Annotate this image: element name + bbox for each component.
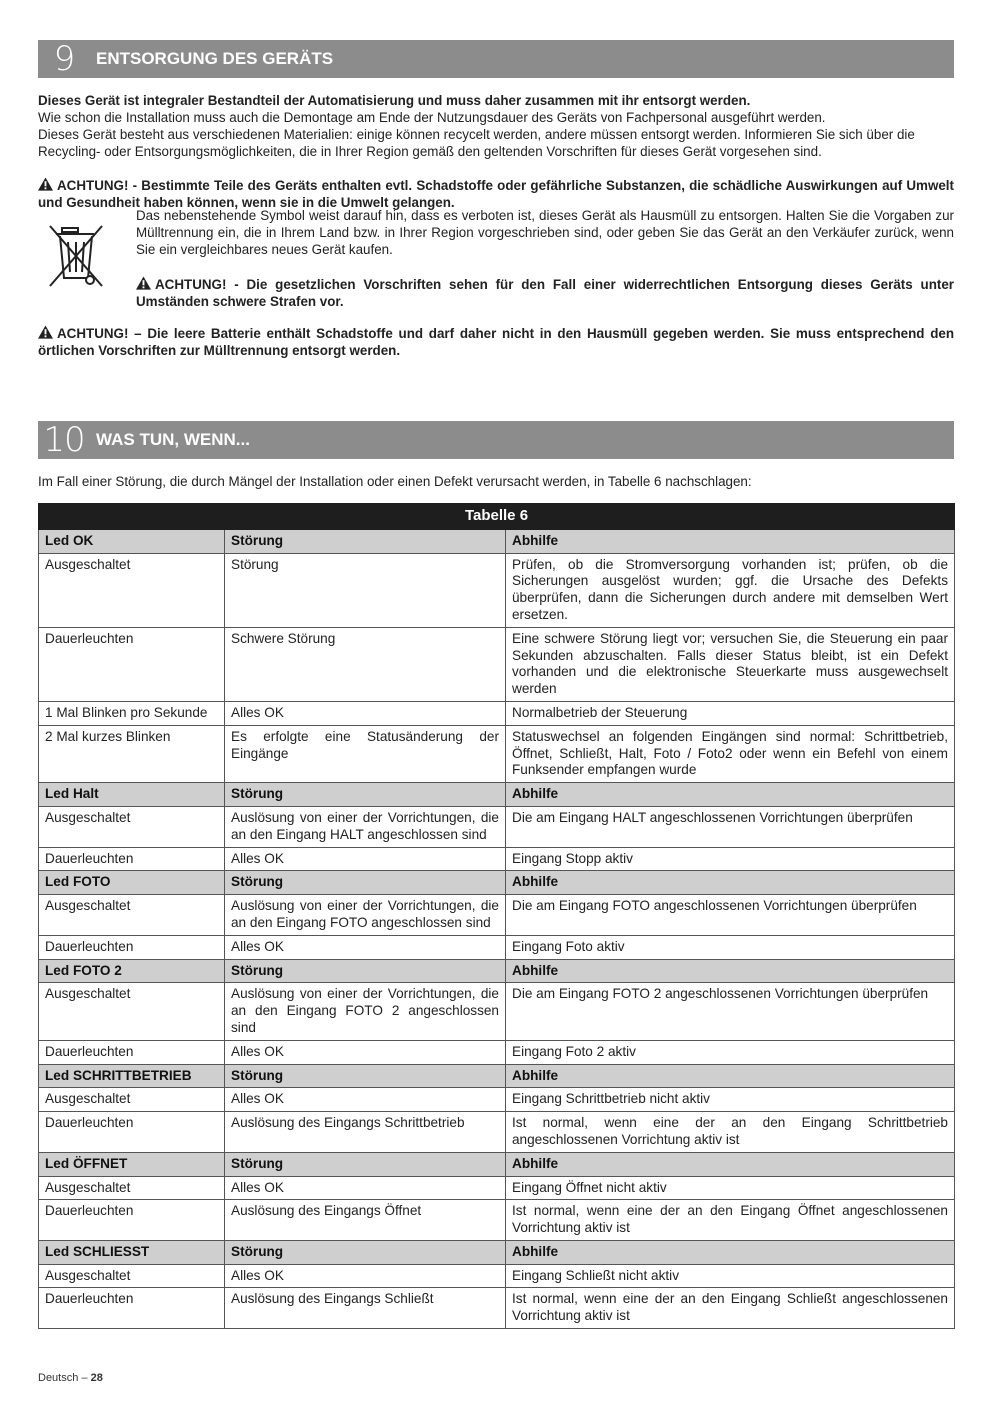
table-cell: Eingang Stopp aktiv: [506, 847, 955, 871]
table-cell: Die am Eingang HALT angeschlossenen Vorrichtungen überprüfen: [506, 806, 955, 847]
table-row: [39, 1264, 955, 1288]
table-group-header-row: [39, 529, 955, 553]
table-header-cell: Abhilfe: [506, 529, 955, 553]
table-cell: Statuswechsel an folgenden Eingängen sind normal: Schrittbetrieb, Öffnet, Schließt, Halt, Foto / Foto2 oder wenn ein Befehl von einem Funksender empfangen wurde: [506, 725, 955, 782]
table-cell: Störung: [225, 553, 506, 627]
disposal-intro-p2: Dieses Gerät besteht aus verschiedenen Materialien: einige können recycelt werden, andere müssen entsorgt werden. Informieren Sie sich über die Recycling- oder Entsorgungsmöglichkeiten, die in Ihrer Region gemäß den geltenden Vorschriften für dieses Gerät vorgesehen sind.: [38, 127, 915, 159]
table-row: [39, 1040, 955, 1064]
table-group-header-row: [39, 1240, 955, 1264]
table-cell: Ist normal, wenn eine der an den Eingang Öffnet angeschlossenen Vorrichtung aktiv ist: [506, 1200, 955, 1241]
table-cell: Die am Eingang FOTO angeschlossenen Vorrichtungen überprüfen: [506, 895, 955, 936]
table-cell: Alles OK: [225, 701, 506, 725]
table-row: [39, 1088, 955, 1112]
table-cell: Schwere Störung: [225, 627, 506, 701]
table-header-cell: Abhilfe: [506, 1064, 955, 1088]
table-row: [39, 1288, 955, 1329]
table-group-header-row: [39, 783, 955, 807]
table-group-header-row: [39, 959, 955, 983]
table-row: [39, 983, 955, 1040]
table-cell: Auslösung von einer der Vorrichtungen, die an den Eingang FOTO angeschlossen sind: [225, 895, 506, 936]
table-cell: Normalbetrieb der Steuerung: [506, 701, 955, 725]
table-cell: Dauerleuchten: [39, 1040, 225, 1064]
table-cell: Eine schwere Störung liegt vor; versuchen Sie, die Steuerung ein paar Sekunden abzuschalten. Falls dieser Status bleibt, ist ein Defekt vorhanden und die elektronische Steuerkarte muss ausgewechselt werden: [506, 627, 955, 701]
page-footer: [38, 1372, 103, 1384]
warning-triangle-icon: [38, 325, 53, 339]
troubleshooting-intro: Im Fall einer Störung, die durch Mängel der Installation oder einen Defekt verursacht werden, in Tabelle 6 nachschlagen:: [38, 474, 752, 489]
table-cell: Alles OK: [225, 1264, 506, 1288]
bin-symbol-explanation: Das nebenstehende Symbol weist darauf hin, dass es verboten ist, dieses Gerät als Hausmüll zu entsorgen. Halten Sie die Vorgaben zur Mülltrennung ein, die in Ihrem Land bzw. in Ihrer Region vorgeschrieben sind, oder geben Sie das Gerät an den Verkäufer zurück, wenn Sie ein vergleichbares neues Gerät kaufen.: [136, 208, 954, 257]
table-caption-row: [39, 504, 955, 530]
table-cell: 1 Mal Blinken pro Sekunde: [39, 701, 225, 725]
warning-triangle-icon: [38, 177, 53, 191]
table-cell: Alles OK: [225, 1176, 506, 1200]
table-row: [39, 1200, 955, 1241]
table-header-cell: Led OK: [39, 529, 225, 553]
table-cell: Alles OK: [225, 1040, 506, 1064]
table-cell: Dauerleuchten: [39, 847, 225, 871]
section-number: 9: [53, 39, 75, 79]
table-row: [39, 895, 955, 936]
disposal-intro-bold: Dieses Gerät ist integraler Bestandteil der Automatisierung und muss daher zusammen mit ihr entsorgt werden.: [38, 93, 751, 108]
table-row: [39, 806, 955, 847]
table-header-cell: Abhilfe: [506, 871, 955, 895]
table-cell: Dauerleuchten: [39, 1288, 225, 1329]
crossed-out-wheelie-bin-icon: [48, 222, 104, 290]
table-header-cell: Störung: [225, 783, 506, 807]
section-10-header: [38, 421, 954, 459]
table-header-cell: Led SCHLIESST: [39, 1240, 225, 1264]
table-cell: Die am Eingang FOTO 2 angeschlossenen Vorrichtungen überprüfen: [506, 983, 955, 1040]
table-cell: Ausgeschaltet: [39, 1264, 225, 1288]
table-cell: Auslösung des Eingangs Öffnet: [225, 1200, 506, 1241]
table-group-header-row: [39, 1152, 955, 1176]
table-cell: Prüfen, ob die Stromversorgung vorhanden ist; prüfen, ob die Sicherungen ausgelöst wurden; ggf. die Ursache des Defekts überprüfen, dann die Sicherungen durch andere mit demselben Wert ersetzen.: [506, 553, 955, 627]
disposal-intro-p1: Wie schon die Installation muss auch die Demontage am Ende der Nutzungsdauer des Geräts von Fachpersonal ausgeführt werden.: [38, 110, 826, 125]
table-cell: Dauerleuchten: [39, 1112, 225, 1153]
table-header-cell: Led Halt: [39, 783, 225, 807]
table-cell: Ausgeschaltet: [39, 895, 225, 936]
footer-language: Deutsch –: [38, 1372, 88, 1384]
table-row: [39, 553, 955, 627]
table-cell: Ausgeschaltet: [39, 983, 225, 1040]
table-header-cell: Störung: [225, 959, 506, 983]
table-cell: Auslösung des Eingangs Schrittbetrieb: [225, 1112, 506, 1153]
table-cell: Ist normal, wenn eine der an den Eingang Schrittbetrieb angeschlossenen Vorrichtung aktiv ist: [506, 1112, 955, 1153]
warning-penalties: [136, 276, 954, 311]
table-row: [39, 627, 955, 701]
warning-text: ACHTUNG! - Bestimmte Teile des Geräts enthalten evtl. Schadstoffe oder gefährliche Substanzen, die schädliche Auswirkungen auf Umwelt und Gesundheit haben können, wenn sie in die Umwelt gelangen.: [38, 178, 954, 210]
table-header-cell: Led FOTO 2: [39, 959, 225, 983]
table-cell: Dauerleuchten: [39, 1200, 225, 1241]
table-cell: Dauerleuchten: [39, 627, 225, 701]
table-header-cell: Abhilfe: [506, 783, 955, 807]
table-cell: Ausgeschaltet: [39, 806, 225, 847]
table-header-cell: Störung: [225, 1152, 506, 1176]
table-cell: Auslösung von einer der Vorrichtungen, die an den Eingang HALT angeschlossen sind: [225, 806, 506, 847]
table-header-cell: Störung: [225, 1064, 506, 1088]
page-number: 28: [90, 1372, 103, 1384]
table-group-header-row: [39, 871, 955, 895]
table-row: [39, 725, 955, 782]
table-cell: Es erfolgte eine Statusänderung der Eingänge: [225, 725, 506, 782]
table-cell: Eingang Foto 2 aktiv: [506, 1040, 955, 1064]
table-row: [39, 847, 955, 871]
table-row: [39, 1112, 955, 1153]
table-header-cell: Störung: [225, 1240, 506, 1264]
section-number: 10: [43, 420, 85, 460]
warning-hazardous-substances: [38, 177, 954, 212]
table-cell: Ausgeschaltet: [39, 1176, 225, 1200]
section-9-header: [38, 40, 954, 78]
table-header-cell: Abhilfe: [506, 1152, 955, 1176]
table-cell: Dauerleuchten: [39, 935, 225, 959]
troubleshooting-table: [38, 503, 955, 1329]
table-group-header-row: [39, 1064, 955, 1088]
table-cell: 2 Mal kurzes Blinken: [39, 725, 225, 782]
table-cell: Ausgeschaltet: [39, 1088, 225, 1112]
table-cell: Alles OK: [225, 935, 506, 959]
warning-text: ACHTUNG! - Die gesetzlichen Vorschriften sehen für den Fall einer widerrechtlichen Entsorgung dieses Geräts unter Umständen schwere Strafen vor.: [136, 277, 954, 309]
table-header-cell: Led SCHRITTBETRIEB: [39, 1064, 225, 1088]
table-cell: Alles OK: [225, 1088, 506, 1112]
table-header-cell: Abhilfe: [506, 959, 955, 983]
table-cell: Ist normal, wenn eine der an den Eingang Schließt angeschlossenen Vorrichtung aktiv ist: [506, 1288, 955, 1329]
warning-triangle-icon: [136, 276, 151, 290]
section-title: WAS TUN, WENN...: [96, 430, 250, 449]
table-cell: Eingang Schrittbetrieb nicht aktiv: [506, 1088, 955, 1112]
table-cell: Ausgeschaltet: [39, 553, 225, 627]
table-cell: Eingang Foto aktiv: [506, 935, 955, 959]
section-title: ENTSORGUNG DES GERÄTS: [96, 49, 334, 68]
table-cell: Eingang Schließt nicht aktiv: [506, 1264, 955, 1288]
table-row: [39, 1176, 955, 1200]
warning-text: ACHTUNG! – Die leere Batterie enthält Schadstoffe und darf daher nicht in den Hausmüll gegeben werden. Sie muss entsprechend den örtlichen Vorschriften zur Mülltrennung entsorgt werden.: [38, 326, 954, 358]
table-cell: Alles OK: [225, 847, 506, 871]
table-header-cell: Störung: [225, 529, 506, 553]
table-row: [39, 701, 955, 725]
table-header-cell: Led FOTO: [39, 871, 225, 895]
table-header-cell: Abhilfe: [506, 1240, 955, 1264]
table-header-cell: Led ÖFFNET: [39, 1152, 225, 1176]
table-cell: Auslösung von einer der Vorrichtungen, die an den Eingang FOTO 2 angeschlossen sind: [225, 983, 506, 1040]
warning-battery: [38, 325, 954, 360]
table-cell: Eingang Öffnet nicht aktiv: [506, 1176, 955, 1200]
table-cell: Auslösung des Eingangs Schließt: [225, 1288, 506, 1329]
table-caption: Tabelle 6: [39, 504, 955, 530]
table-row: [39, 935, 955, 959]
table-header-cell: Störung: [225, 871, 506, 895]
